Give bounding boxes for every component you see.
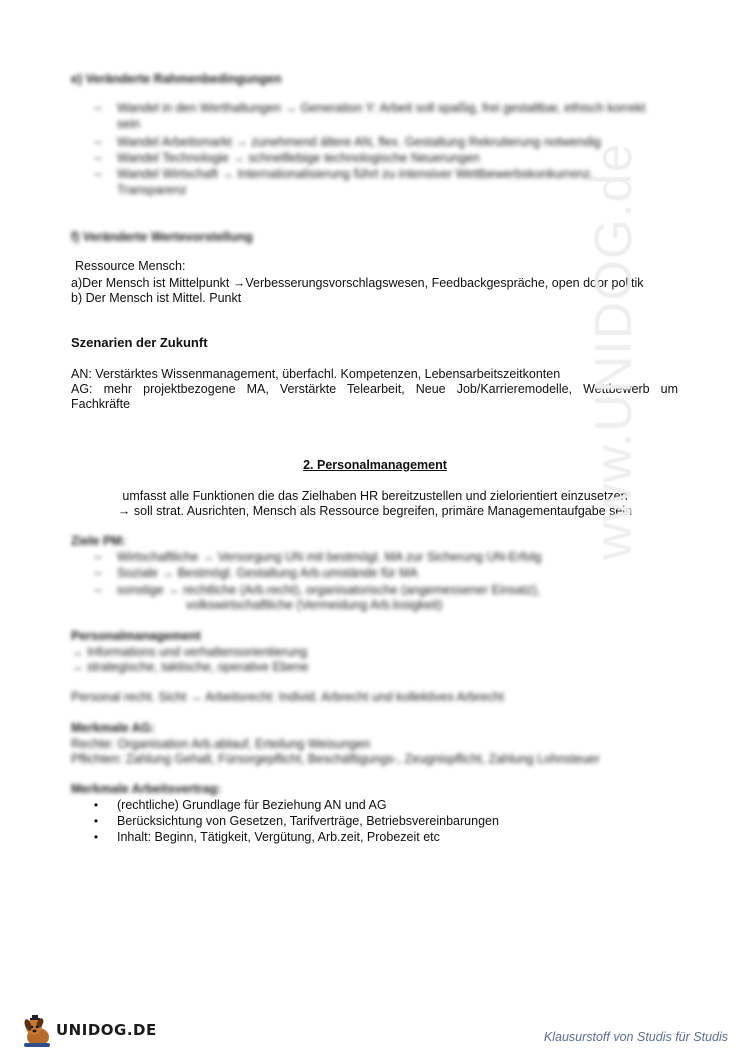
list-item: Wandel Technologie → schnelllebige technologische Neuerungen <box>117 151 480 165</box>
list-item: Soziale → Bestmögl. Gestaltung Arb.umstände für MA <box>117 566 418 580</box>
list-item: Transparenz <box>117 183 187 197</box>
section-e-heading: e) Veränderte Rahmenbedingungen <box>71 72 282 86</box>
szenarien-ag: AG: mehr projektbezogene MA, Verstärkte Telearbeit, Neue Job/Karrieremodelle, Wettbewerb um <box>71 382 678 396</box>
list-item: Wandel in den Werthaltungen → Generation Y: Arbeit soll spaßig, frei gestaltbar, ethisch korrekt <box>117 101 646 115</box>
list-item: Wandel Arbeitsmarkt → zunehmend ältere AN, flex. Gestaltung Rekrutierung notwendig <box>117 135 601 149</box>
line-a: a)Der Mensch ist Mittelpunkt →Verbesserungsvorschlagswesen, Feedbackgespräche, open door politik <box>71 276 644 290</box>
szenarien-heading: Szenarien der Zukunft <box>71 335 208 350</box>
bullet-item: (rechtliche) Grundlage für Beziehung AN und AG <box>117 798 387 812</box>
resource-label: Ressource Mensch: <box>75 259 186 273</box>
logo-text: UNIDOG.DE <box>56 1021 157 1039</box>
recht-line: Personal recht. Sicht → Arbeitsrecht: Individ. Arbrecht und kollektives Arbrecht <box>71 690 504 704</box>
bullet: • <box>93 814 99 828</box>
line-b: b) Der Mensch ist Mittel. Punkt <box>71 291 242 305</box>
bullet-item: Berücksichtung von Gesetzen, Tarifverträge, Betriebsvereinbarungen <box>117 814 499 828</box>
merkmale-ag-pflichten: Pflichten: Zahlung Gehalt, Fürsorgepflicht, Beschäftigungs-, Zeugnispflicht, Zahlung Lohnsteuer <box>71 752 600 766</box>
ziele-heading: Ziele PM: <box>71 534 126 548</box>
intro-line-2: → soll strat. Ausrichten, Mensch als Ressource begreifen, primäre Managementaufgabe sein <box>117 504 633 518</box>
section-title: 2. Personalmanagement <box>303 458 447 472</box>
dash-marker: – <box>94 167 102 181</box>
dash-marker: – <box>94 566 102 580</box>
pm-line: → strategische, taktische, operative Ebene <box>71 660 309 674</box>
list-item: sein <box>117 117 140 131</box>
bullet: • <box>93 830 99 844</box>
section-f-heading: f) Veränderte Wertevorstellung <box>71 230 253 244</box>
list-item: Wandel Wirtschaft → Internationalisierung führt zu intensiver Wettbewerbskonkurrenz, <box>117 167 594 181</box>
dash-marker: – <box>94 550 102 564</box>
dash-marker: – <box>94 151 102 165</box>
pm-line: → Informations und verhaltensorientierung <box>71 645 308 659</box>
intro-line-1: umfasst alle Funktionen die das Zielhaben HR bereitzustellen und zielorientiert einzusetzen <box>122 489 628 503</box>
watermark-text: www.UNIDOG.de <box>585 142 643 560</box>
unidog-logo[interactable] <box>20 1013 180 1053</box>
merkmale-av-heading: Merkmale Arbeitsvertrag: <box>71 782 222 796</box>
merkmale-ag-heading: Merkmale AG: <box>71 721 155 735</box>
merkmale-ag-rechte: Rechte: Organisation Arb.ablauf, Erteilung Weisungen <box>71 737 371 751</box>
szenarien-an: AN: Verstärktes Wissenmanagement, überfachl. Kompetenzen, Lebensarbeitszeitkonten <box>71 367 561 381</box>
dog-icon <box>20 1013 60 1053</box>
szenarien-ag-cont: Fachkräfte <box>71 397 131 411</box>
list-item: Wirtschaftliche → Versorgung UN mit bestmögl. MA zur Sicherung UN-Erfolg <box>117 550 542 564</box>
dash-marker: – <box>94 101 102 115</box>
footer-tagline: Klausurstoff von Studis für Studis <box>543 1030 728 1044</box>
bullet-item: Inhalt: Beginn, Tätigkeit, Vergütung, Arb.zeit, Probezeit etc <box>117 830 440 844</box>
list-item: sonstige → rechtliche (Arb.recht), organisatorische (angemessener Einsatz), <box>117 583 541 597</box>
bullet: • <box>93 798 99 812</box>
list-item: volkswirtschaftliche (Vermeidung Arb.losigkeit) <box>186 598 443 612</box>
pm-heading: Personalmanagement <box>71 629 201 643</box>
dash-marker: – <box>94 583 102 597</box>
dash-marker: – <box>94 135 102 149</box>
